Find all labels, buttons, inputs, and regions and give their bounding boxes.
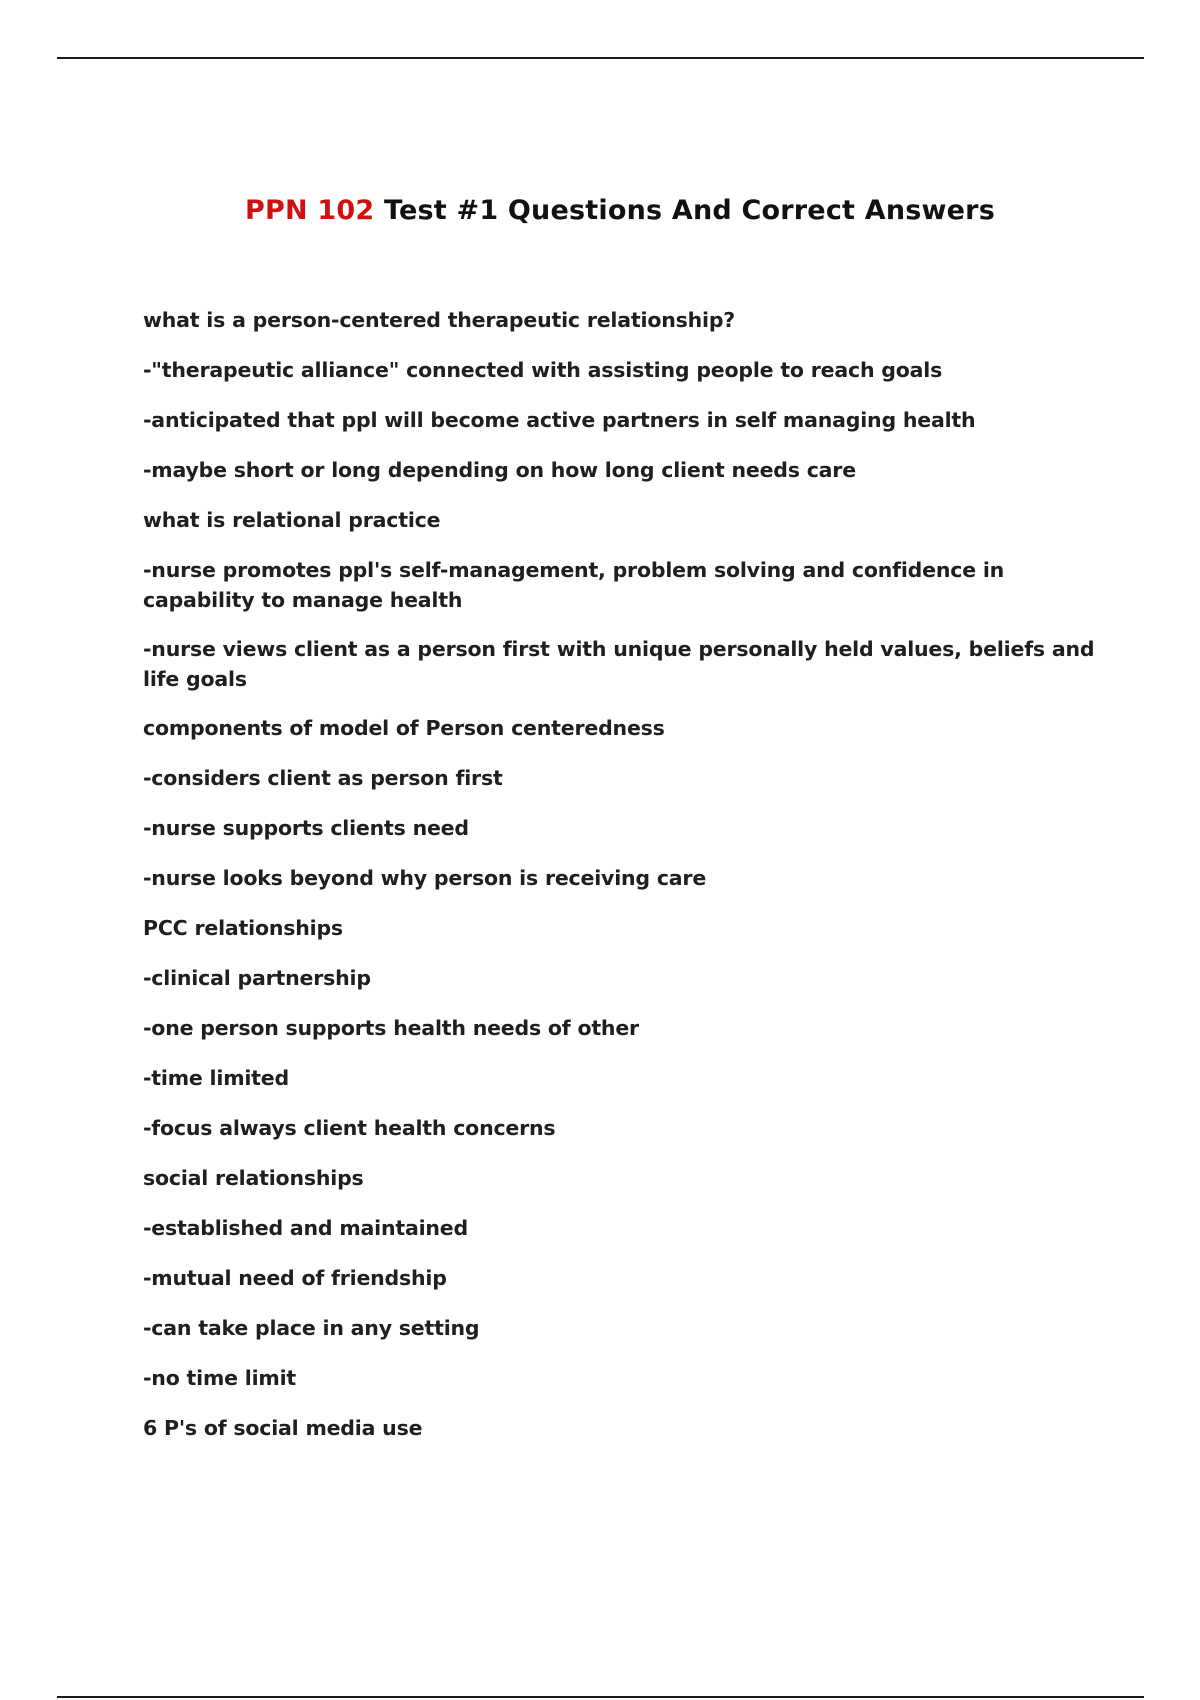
question-line: what is relational practice [143, 508, 441, 532]
question-line: social relationships [143, 1166, 364, 1190]
answer-line: -"therapeutic alliance" connected with assisting people to reach goals [143, 358, 943, 382]
answer-line: -nurse looks beyond why person is receiving care [143, 866, 707, 890]
answer-line: -nurse views client as a person first with unique personally held values, beliefs and life goals [143, 637, 1095, 691]
question-line: PCC relationships [143, 916, 343, 940]
bottom-rule [57, 1696, 1144, 1698]
answer-line: -can take place in any setting [143, 1316, 480, 1340]
answer-line: -no time limit [143, 1366, 296, 1390]
top-rule [57, 57, 1144, 59]
answer-line: -nurse promotes ppl's self-management, problem solving and confidence in capability to manage health [143, 558, 1005, 612]
question-line: what is a person-centered therapeutic relationship? [143, 308, 735, 332]
page-title [0, 195, 1200, 226]
answer-line: -maybe short or long depending on how long client needs care [143, 458, 856, 482]
answer-line: -nurse supports clients need [143, 816, 469, 840]
answer-line: -mutual need of friendship [143, 1266, 447, 1290]
answer-line: -one person supports health needs of other [143, 1016, 639, 1040]
answer-line: -considers client as person first [143, 766, 503, 790]
question-answer-list [143, 305, 1103, 1463]
title-text: Test #1 Questions And Correct Answers [374, 195, 995, 226]
answer-line: -established and maintained [143, 1216, 468, 1240]
question-line: 6 P's of social media use [143, 1416, 423, 1440]
answer-line: -anticipated that ppl will become active partners in self managing health [143, 408, 976, 432]
answer-line: -clinical partnership [143, 966, 371, 990]
question-line: components of model of Person centeredness [143, 716, 665, 740]
answer-line: -focus always client health concerns [143, 1116, 556, 1140]
title-course-code: PPN 102 [245, 195, 375, 226]
answer-line: -time limited [143, 1066, 289, 1090]
